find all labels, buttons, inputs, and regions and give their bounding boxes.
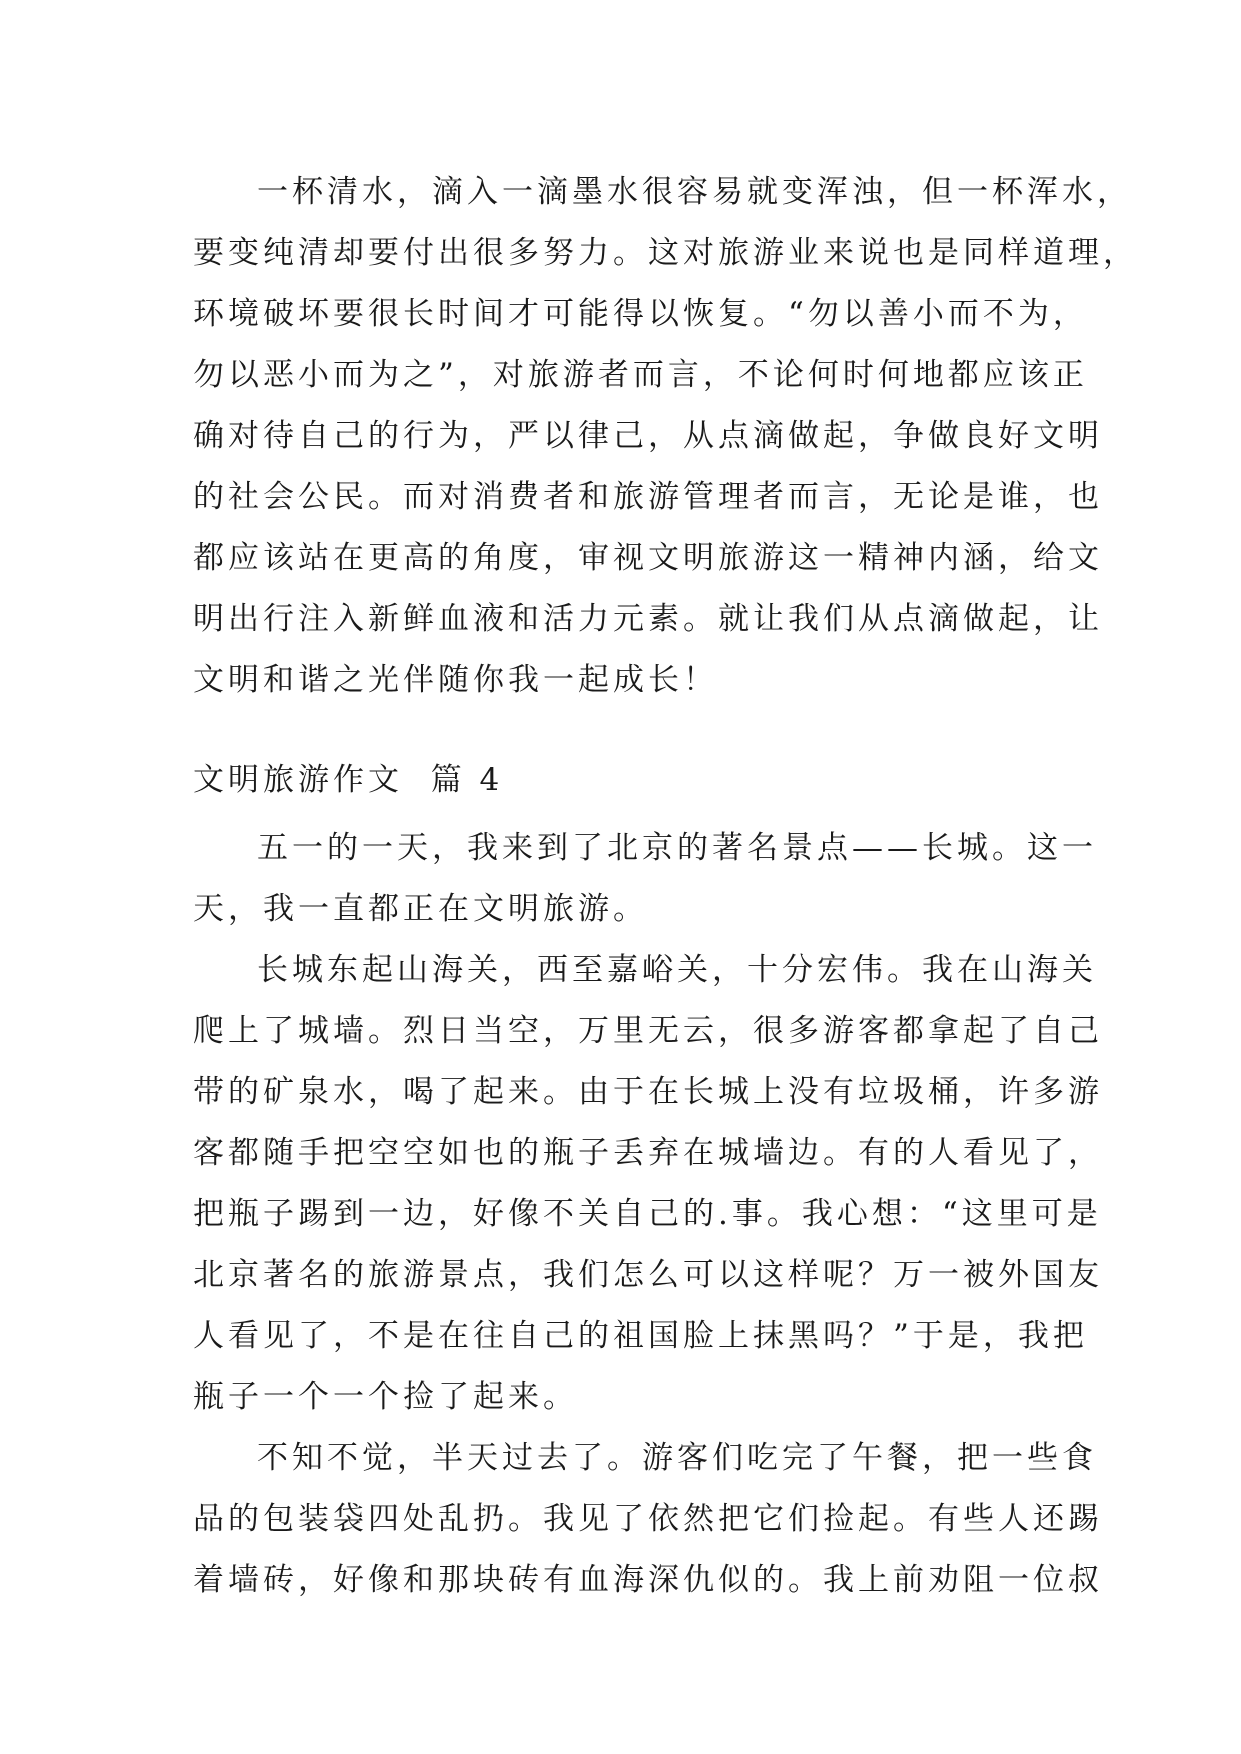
paragraph-line: 确对待自己的行为，严以律己，从点滴做起，争做良好文明 xyxy=(193,418,1103,454)
paragraph-line: 瓶子一个一个捡了起来。 xyxy=(193,1379,578,1415)
passage-continued xyxy=(193,162,1138,711)
paragraph-line: 的社会公民。而对消费者和旅游管理者而言，无论是谁，也 xyxy=(193,479,1103,515)
paragraph-line: 着墙砖，好像和那块砖有血海深仇似的。我上前劝阻一位叔 xyxy=(193,1562,1103,1598)
paragraph-line: 不知不觉，半天过去了。游客们吃完了午餐，把一些食 xyxy=(257,1440,1097,1476)
paragraph-line: 文明和谐之光伴随你我一起成长！ xyxy=(193,662,718,698)
paragraph-line: 要变纯清却要付出很多努力。这对旅游业来说也是同样道理， xyxy=(193,235,1138,271)
paragraph-line: 品的包装袋四处乱扔。我见了依然把它们捡起。有些人还踢 xyxy=(193,1501,1103,1537)
paragraph-line: 带的矿泉水，喝了起来。由于在长城上没有垃圾桶，许多游 xyxy=(193,1074,1103,1110)
paragraph-line: 客都随手把空空如也的瓶子丢弃在城墙边。有的人看见了， xyxy=(193,1135,1103,1171)
paragraph-line: 长城东起山海关，西至嘉峪关，十分宏伟。我在山海关 xyxy=(257,952,1097,988)
essay-body xyxy=(193,818,1103,1611)
paragraph-line: 爬上了城墙。烈日当空，万里无云，很多游客都拿起了自己 xyxy=(193,1013,1103,1049)
essay-heading-block xyxy=(193,750,1093,811)
paragraph-line: 明出行注入新鲜血液和活力元素。就让我们从点滴做起，让 xyxy=(193,601,1103,637)
paragraph-line: 北京著名的旅游景点，我们怎么可以这样呢？万一被外国友 xyxy=(193,1257,1103,1293)
paragraph-line: 环境破坏要很长时间才可能得以恢复。“勿以善小而不为， xyxy=(193,296,1088,332)
paragraph-line: 勿以恶小而为之”，对旅游者而言，不论何时何地都应该正 xyxy=(193,357,1088,393)
paragraph-line: 五一的一天，我来到了北京的著名景点——长城。这一 xyxy=(257,830,1097,866)
paragraph-line: 都应该站在更高的角度，审视文明旅游这一精神内涵，给文 xyxy=(193,540,1103,576)
paragraph-line: 人看见了，不是在往自己的祖国脸上抹黑吗？”于是，我把 xyxy=(193,1318,1088,1354)
paragraph-line: 天，我一直都正在文明旅游。 xyxy=(193,891,648,927)
paragraph-line: 把瓶子踢到一边，好像不关自己的.事。我心想：“这里可是 xyxy=(193,1196,1102,1232)
paragraph-line: 一杯清水，滴入一滴墨水很容易就变浑浊，但一杯浑水， xyxy=(257,174,1132,210)
essay-heading: 文明旅游作文 篇 4 xyxy=(193,762,504,798)
